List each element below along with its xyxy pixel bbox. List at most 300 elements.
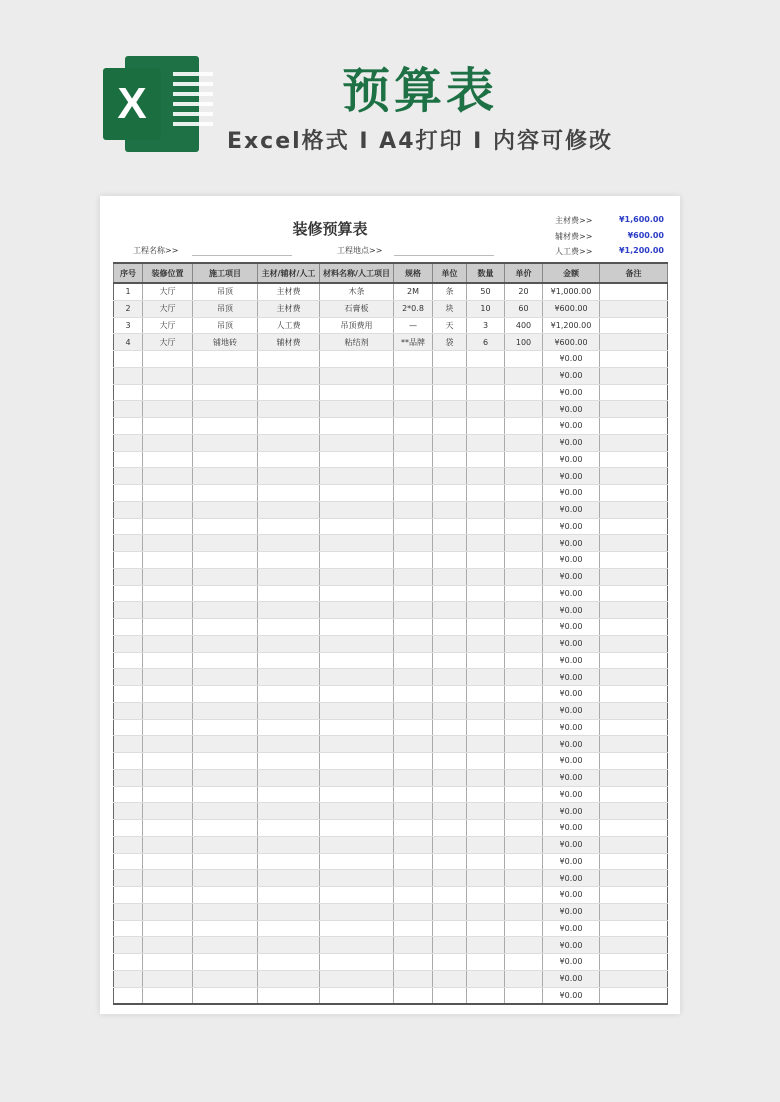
table-cell[interactable]: 大厅: [143, 300, 193, 317]
table-cell[interactable]: [143, 836, 193, 853]
table-cell[interactable]: [394, 719, 433, 736]
table-cell[interactable]: [394, 602, 433, 619]
table-cell[interactable]: ¥0.00: [543, 451, 600, 468]
table-cell[interactable]: [394, 418, 433, 435]
table-cell[interactable]: [143, 635, 193, 652]
table-cell[interactable]: [320, 987, 394, 1004]
table-cell[interactable]: [193, 351, 258, 368]
table-cell[interactable]: [600, 970, 668, 987]
table-cell[interactable]: [467, 552, 505, 569]
table-cell[interactable]: [467, 987, 505, 1004]
table-cell[interactable]: [193, 954, 258, 971]
table-cell[interactable]: [193, 485, 258, 502]
table-cell[interactable]: [600, 753, 668, 770]
table-cell[interactable]: [258, 501, 320, 518]
table-cell[interactable]: [193, 401, 258, 418]
table-cell[interactable]: [467, 351, 505, 368]
table-cell[interactable]: [320, 769, 394, 786]
table-cell[interactable]: [143, 518, 193, 535]
table-cell[interactable]: [433, 803, 467, 820]
table-cell[interactable]: [258, 887, 320, 904]
table-cell[interactable]: [193, 384, 258, 401]
table-cell[interactable]: 6: [467, 334, 505, 351]
table-cell[interactable]: [505, 903, 543, 920]
table-cell[interactable]: [258, 853, 320, 870]
column-header[interactable]: 施工项目: [193, 263, 258, 283]
table-cell[interactable]: [258, 937, 320, 954]
table-cell[interactable]: ¥1,200.00: [543, 317, 600, 334]
table-cell[interactable]: [143, 753, 193, 770]
table-cell[interactable]: 60: [505, 300, 543, 317]
table-cell[interactable]: [394, 736, 433, 753]
column-header[interactable]: 材料名称/人工项目: [320, 263, 394, 283]
table-cell[interactable]: [143, 568, 193, 585]
table-cell[interactable]: ¥0.00: [543, 669, 600, 686]
table-cell[interactable]: [433, 367, 467, 384]
column-header[interactable]: 序号: [114, 263, 143, 283]
table-cell[interactable]: [193, 635, 258, 652]
table-cell[interactable]: [143, 920, 193, 937]
table-cell[interactable]: [114, 769, 143, 786]
table-cell[interactable]: [600, 853, 668, 870]
table-cell[interactable]: [600, 300, 668, 317]
table-cell[interactable]: [320, 568, 394, 585]
table-cell[interactable]: [433, 686, 467, 703]
table-cell[interactable]: [143, 769, 193, 786]
table-cell[interactable]: [258, 719, 320, 736]
column-header[interactable]: 备注: [600, 263, 668, 283]
table-cell[interactable]: [467, 702, 505, 719]
table-cell[interactable]: [114, 870, 143, 887]
table-cell[interactable]: [394, 853, 433, 870]
table-cell[interactable]: [505, 535, 543, 552]
table-cell[interactable]: [467, 501, 505, 518]
table-cell[interactable]: [394, 501, 433, 518]
table-cell[interactable]: [114, 552, 143, 569]
table-cell[interactable]: ¥0.00: [543, 568, 600, 585]
table-cell[interactable]: [600, 702, 668, 719]
table-cell[interactable]: [258, 870, 320, 887]
table-cell[interactable]: [433, 434, 467, 451]
table-cell[interactable]: [467, 769, 505, 786]
table-cell[interactable]: [505, 451, 543, 468]
table-cell[interactable]: 20: [505, 283, 543, 300]
table-cell[interactable]: 块: [433, 300, 467, 317]
table-cell[interactable]: 主材费: [258, 300, 320, 317]
table-cell[interactable]: [433, 702, 467, 719]
table-cell[interactable]: ¥0.00: [543, 887, 600, 904]
table-cell[interactable]: [320, 853, 394, 870]
table-cell[interactable]: [505, 769, 543, 786]
table-cell[interactable]: 大厅: [143, 317, 193, 334]
table-cell[interactable]: [467, 384, 505, 401]
table-cell[interactable]: [505, 970, 543, 987]
table-cell[interactable]: [143, 619, 193, 636]
table-cell[interactable]: [320, 786, 394, 803]
table-cell[interactable]: [320, 468, 394, 485]
table-cell[interactable]: [143, 887, 193, 904]
table-cell[interactable]: 100: [505, 334, 543, 351]
table-cell[interactable]: [320, 702, 394, 719]
table-cell[interactable]: [600, 334, 668, 351]
table-cell[interactable]: [600, 836, 668, 853]
table-cell[interactable]: [600, 401, 668, 418]
table-cell[interactable]: [320, 970, 394, 987]
table-cell[interactable]: [433, 736, 467, 753]
table-cell[interactable]: [320, 686, 394, 703]
table-cell[interactable]: [505, 686, 543, 703]
table-cell[interactable]: [433, 920, 467, 937]
table-cell[interactable]: [193, 937, 258, 954]
table-cell[interactable]: 吊顶: [193, 317, 258, 334]
table-cell[interactable]: [505, 401, 543, 418]
table-cell[interactable]: [600, 418, 668, 435]
table-cell[interactable]: [433, 485, 467, 502]
table-cell[interactable]: [193, 367, 258, 384]
table-cell[interactable]: [258, 351, 320, 368]
table-cell[interactable]: 3: [467, 317, 505, 334]
table-cell[interactable]: [467, 887, 505, 904]
table-cell[interactable]: [505, 719, 543, 736]
table-cell[interactable]: [394, 836, 433, 853]
table-cell[interactable]: [258, 384, 320, 401]
table-cell[interactable]: [467, 468, 505, 485]
table-cell[interactable]: ¥0.00: [543, 937, 600, 954]
table-cell[interactable]: [600, 719, 668, 736]
table-cell[interactable]: [433, 836, 467, 853]
table-cell[interactable]: [394, 384, 433, 401]
table-cell[interactable]: [114, 367, 143, 384]
table-cell[interactable]: 2: [114, 300, 143, 317]
table-cell[interactable]: 吊顶: [193, 283, 258, 300]
table-cell[interactable]: ¥0.00: [543, 987, 600, 1004]
table-cell[interactable]: ¥0.00: [543, 970, 600, 987]
table-cell[interactable]: [320, 418, 394, 435]
table-cell[interactable]: [193, 987, 258, 1004]
table-cell[interactable]: [114, 702, 143, 719]
table-cell[interactable]: [394, 619, 433, 636]
table-cell[interactable]: [320, 836, 394, 853]
table-cell[interactable]: [433, 585, 467, 602]
table-cell[interactable]: 大厅: [143, 334, 193, 351]
table-cell[interactable]: [394, 535, 433, 552]
table-cell[interactable]: ¥0.00: [543, 920, 600, 937]
table-cell[interactable]: [394, 552, 433, 569]
table-cell[interactable]: [320, 669, 394, 686]
table-cell[interactable]: 袋: [433, 334, 467, 351]
table-cell[interactable]: [114, 401, 143, 418]
column-header[interactable]: 单价: [505, 263, 543, 283]
table-cell[interactable]: [394, 970, 433, 987]
table-cell[interactable]: [394, 753, 433, 770]
table-cell[interactable]: ¥0.00: [543, 401, 600, 418]
table-cell[interactable]: [505, 568, 543, 585]
table-cell[interactable]: [143, 434, 193, 451]
table-cell[interactable]: [143, 351, 193, 368]
table-cell[interactable]: [258, 468, 320, 485]
table-cell[interactable]: [258, 619, 320, 636]
table-cell[interactable]: 主材费: [258, 283, 320, 300]
table-cell[interactable]: [114, 836, 143, 853]
table-cell[interactable]: [143, 535, 193, 552]
table-cell[interactable]: ¥0.00: [543, 468, 600, 485]
table-cell[interactable]: [258, 401, 320, 418]
table-cell[interactable]: [394, 652, 433, 669]
table-cell[interactable]: [258, 686, 320, 703]
table-cell[interactable]: [193, 652, 258, 669]
table-cell[interactable]: [143, 903, 193, 920]
table-cell[interactable]: [114, 803, 143, 820]
table-cell[interactable]: [114, 669, 143, 686]
table-cell[interactable]: [258, 786, 320, 803]
table-cell[interactable]: [505, 702, 543, 719]
table-cell[interactable]: [143, 652, 193, 669]
table-cell[interactable]: [258, 367, 320, 384]
table-cell[interactable]: [258, 434, 320, 451]
table-cell[interactable]: [467, 937, 505, 954]
table-cell[interactable]: [467, 753, 505, 770]
table-cell[interactable]: [320, 820, 394, 837]
table-cell[interactable]: [114, 954, 143, 971]
table-cell[interactable]: [193, 568, 258, 585]
table-cell[interactable]: [600, 987, 668, 1004]
table-cell[interactable]: [505, 954, 543, 971]
table-cell[interactable]: [433, 652, 467, 669]
table-cell[interactable]: [505, 468, 543, 485]
table-cell[interactable]: [505, 384, 543, 401]
table-cell[interactable]: [143, 485, 193, 502]
table-cell[interactable]: ¥0.00: [543, 585, 600, 602]
table-cell[interactable]: [394, 937, 433, 954]
table-cell[interactable]: [143, 870, 193, 887]
table-cell[interactable]: [114, 485, 143, 502]
table-cell[interactable]: [193, 920, 258, 937]
table-cell[interactable]: [114, 937, 143, 954]
table-cell[interactable]: [114, 987, 143, 1004]
table-cell[interactable]: [433, 552, 467, 569]
table-cell[interactable]: [143, 719, 193, 736]
table-cell[interactable]: [143, 803, 193, 820]
table-cell[interactable]: [114, 568, 143, 585]
table-cell[interactable]: [258, 602, 320, 619]
table-cell[interactable]: [600, 434, 668, 451]
table-cell[interactable]: [505, 669, 543, 686]
table-cell[interactable]: [143, 702, 193, 719]
table-cell[interactable]: [258, 451, 320, 468]
table-cell[interactable]: [433, 384, 467, 401]
table-cell[interactable]: [433, 518, 467, 535]
table-cell[interactable]: [600, 669, 668, 686]
table-cell[interactable]: [114, 820, 143, 837]
table-cell[interactable]: ¥0.00: [543, 836, 600, 853]
table-cell[interactable]: [467, 518, 505, 535]
table-cell[interactable]: [114, 635, 143, 652]
table-cell[interactable]: [433, 753, 467, 770]
table-cell[interactable]: [258, 803, 320, 820]
table-cell[interactable]: [433, 401, 467, 418]
table-cell[interactable]: [114, 719, 143, 736]
table-cell[interactable]: [320, 351, 394, 368]
table-cell[interactable]: [193, 803, 258, 820]
table-cell[interactable]: [505, 803, 543, 820]
table-cell[interactable]: [467, 535, 505, 552]
table-cell[interactable]: [114, 652, 143, 669]
table-cell[interactable]: [258, 568, 320, 585]
table-cell[interactable]: ¥0.00: [543, 485, 600, 502]
table-cell[interactable]: [505, 870, 543, 887]
table-cell[interactable]: [258, 753, 320, 770]
table-cell[interactable]: [467, 920, 505, 937]
table-cell[interactable]: 2*0.8: [394, 300, 433, 317]
table-cell[interactable]: [600, 518, 668, 535]
table-cell[interactable]: 辅材费: [258, 334, 320, 351]
table-cell[interactable]: [394, 669, 433, 686]
table-cell[interactable]: [467, 367, 505, 384]
table-cell[interactable]: [320, 585, 394, 602]
table-cell[interactable]: [600, 552, 668, 569]
table-cell[interactable]: ¥600.00: [543, 300, 600, 317]
table-cell[interactable]: [433, 903, 467, 920]
table-cell[interactable]: [143, 451, 193, 468]
table-cell[interactable]: [143, 384, 193, 401]
table-cell[interactable]: [467, 903, 505, 920]
table-cell[interactable]: ¥0.00: [543, 384, 600, 401]
table-cell[interactable]: [505, 887, 543, 904]
table-cell[interactable]: 1: [114, 283, 143, 300]
table-cell[interactable]: [193, 451, 258, 468]
table-cell[interactable]: [114, 619, 143, 636]
table-cell[interactable]: [467, 836, 505, 853]
table-cell[interactable]: [600, 652, 668, 669]
table-cell[interactable]: [320, 619, 394, 636]
table-cell[interactable]: [320, 736, 394, 753]
table-cell[interactable]: [143, 418, 193, 435]
table-cell[interactable]: [193, 619, 258, 636]
table-cell[interactable]: [600, 485, 668, 502]
table-cell[interactable]: [320, 602, 394, 619]
table-cell[interactable]: [505, 485, 543, 502]
table-cell[interactable]: [258, 987, 320, 1004]
table-cell[interactable]: [600, 317, 668, 334]
table-cell[interactable]: [193, 719, 258, 736]
table-cell[interactable]: [320, 719, 394, 736]
table-cell[interactable]: [114, 418, 143, 435]
table-cell[interactable]: [394, 769, 433, 786]
table-cell[interactable]: [320, 903, 394, 920]
table-cell[interactable]: [193, 769, 258, 786]
table-cell[interactable]: [114, 384, 143, 401]
table-cell[interactable]: 3: [114, 317, 143, 334]
table-cell[interactable]: [394, 786, 433, 803]
table-cell[interactable]: ¥0.00: [543, 736, 600, 753]
table-cell[interactable]: 10: [467, 300, 505, 317]
table-cell[interactable]: [193, 786, 258, 803]
table-cell[interactable]: 4: [114, 334, 143, 351]
table-cell[interactable]: [467, 786, 505, 803]
table-cell[interactable]: [433, 887, 467, 904]
table-cell[interactable]: 条: [433, 283, 467, 300]
table-cell[interactable]: [193, 468, 258, 485]
table-cell[interactable]: [258, 635, 320, 652]
table-cell[interactable]: [600, 283, 668, 300]
table-cell[interactable]: [258, 552, 320, 569]
table-cell[interactable]: [143, 468, 193, 485]
table-cell[interactable]: [320, 753, 394, 770]
table-cell[interactable]: [258, 769, 320, 786]
table-cell[interactable]: [143, 552, 193, 569]
table-cell[interactable]: [600, 954, 668, 971]
table-cell[interactable]: [394, 635, 433, 652]
table-cell[interactable]: [143, 937, 193, 954]
table-cell[interactable]: [394, 870, 433, 887]
table-cell[interactable]: [600, 535, 668, 552]
table-cell[interactable]: [505, 820, 543, 837]
table-cell[interactable]: [394, 585, 433, 602]
table-cell[interactable]: [320, 501, 394, 518]
table-cell[interactable]: [505, 652, 543, 669]
table-cell[interactable]: [258, 669, 320, 686]
table-cell[interactable]: [394, 987, 433, 1004]
table-cell[interactable]: [258, 535, 320, 552]
table-cell[interactable]: 人工费: [258, 317, 320, 334]
table-cell[interactable]: [193, 853, 258, 870]
table-cell[interactable]: ¥0.00: [543, 702, 600, 719]
table-cell[interactable]: [114, 736, 143, 753]
table-cell[interactable]: [433, 786, 467, 803]
table-cell[interactable]: —: [394, 317, 433, 334]
table-cell[interactable]: [505, 619, 543, 636]
table-cell[interactable]: [143, 501, 193, 518]
table-cell[interactable]: [143, 585, 193, 602]
table-cell[interactable]: [143, 736, 193, 753]
table-cell[interactable]: [467, 568, 505, 585]
table-cell[interactable]: [433, 769, 467, 786]
table-cell[interactable]: [320, 552, 394, 569]
table-cell[interactable]: [193, 585, 258, 602]
table-cell[interactable]: [600, 451, 668, 468]
table-cell[interactable]: [114, 501, 143, 518]
table-cell[interactable]: [467, 418, 505, 435]
table-cell[interactable]: [193, 736, 258, 753]
table-cell[interactable]: [114, 753, 143, 770]
table-cell[interactable]: [394, 686, 433, 703]
table-cell[interactable]: ¥0.00: [543, 434, 600, 451]
table-cell[interactable]: [600, 786, 668, 803]
table-cell[interactable]: [433, 970, 467, 987]
table-cell[interactable]: [467, 954, 505, 971]
table-cell[interactable]: [600, 367, 668, 384]
table-cell[interactable]: [193, 418, 258, 435]
table-cell[interactable]: [505, 418, 543, 435]
table-cell[interactable]: [258, 736, 320, 753]
table-cell[interactable]: [505, 836, 543, 853]
table-cell[interactable]: [433, 669, 467, 686]
table-cell[interactable]: [320, 451, 394, 468]
table-cell[interactable]: [193, 702, 258, 719]
table-cell[interactable]: 大厅: [143, 283, 193, 300]
table-cell[interactable]: [467, 434, 505, 451]
table-cell[interactable]: [114, 535, 143, 552]
table-cell[interactable]: [600, 351, 668, 368]
table-cell[interactable]: [193, 836, 258, 853]
table-cell[interactable]: 粘结剂: [320, 334, 394, 351]
table-cell[interactable]: [320, 401, 394, 418]
table-cell[interactable]: [114, 602, 143, 619]
table-cell[interactable]: [193, 552, 258, 569]
table-cell[interactable]: ¥1,000.00: [543, 283, 600, 300]
table-cell[interactable]: 木条: [320, 283, 394, 300]
table-cell[interactable]: [258, 518, 320, 535]
